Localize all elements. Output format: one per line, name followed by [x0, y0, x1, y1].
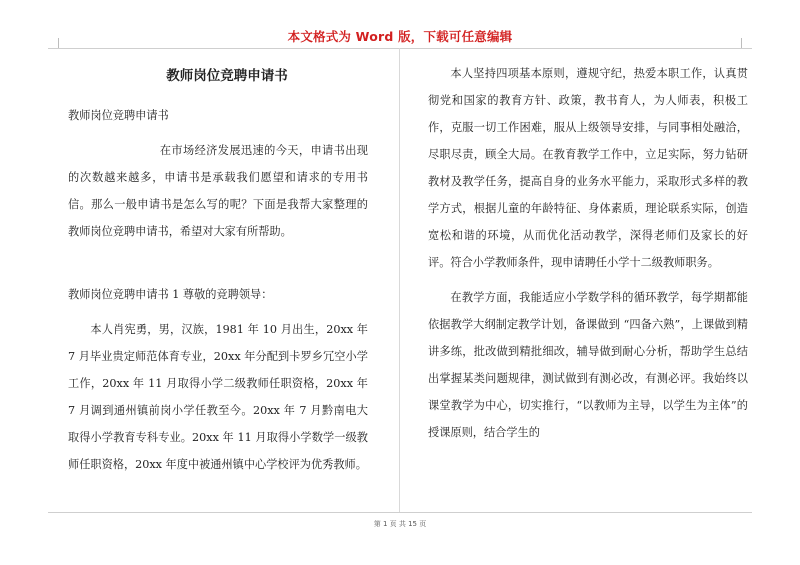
left-column: [68, 60, 368, 478]
principles-paragraph: 本人坚持四项基本原则，遵规守纪，热爱本职工作，认真贯彻党和国家的教育方针、政策，教书育人，为人师表，积极工作，克服一切工作困难，服从上级领导安排，与同事相处融洽，尽职尽责，顾全大局。在教育教学工作中，立足实际，努力钻研教材及教学任务，提高自身的业务水平能力，采取形式多样的教学方式，根据儿童的年龄特征、身体素质，理论联系实际，创造宽松和谐的环境，从而优化活动教学，深得老师们及家长的好评。符合小学教师条件，现申请聘任小学十二级教师职务。: [428, 67, 748, 269]
footer-rule: [48, 512, 752, 513]
word-format-banner: 本文格式为 Word 版，下载可任意编辑: [287, 29, 513, 44]
column-divider: [399, 48, 400, 512]
teaching-paragraph: 在教学方面，我能适应小学数学科的循环教学，每学期都能依据教学大纲制定教学计划，备课做到 “四备六熟”，上课做到精讲多练，批改做到精批细改，辅导做到耐心分析，帮助学生总结出掌握某类问题规律，测试做到有测必改，有测必评。我始终以课堂教学为中心，切实推行，“以教师为主导，以学生为主体”的授课原则，结合学生的: [428, 291, 748, 439]
intro-paragraph: 在市场经济发展迅速的今天，申请书出现的次数越来越多，申请书是承载我们愿望和请求的专用书信。那么一般申请书是怎么写的呢？下面是我帮大家整理的教师岗位竞聘申请书，希望对大家有所帮助。: [68, 144, 368, 238]
right-column: [428, 60, 748, 446]
salutation-line: 教师岗位竞聘申请书 1 尊敬的竞聘领导：: [68, 288, 273, 301]
header-rule: [48, 48, 752, 49]
document-title: 教师岗位竞聘申请书: [166, 68, 288, 84]
page-number: 第 1 页 共 15 页: [373, 520, 427, 528]
document-subtitle: 教师岗位竞聘申请书: [68, 109, 169, 122]
crop-mark-top-right: [741, 38, 752, 48]
crop-mark-top-left: [48, 38, 59, 48]
body-paragraph: 本人肖宪勇，男，汉族，1981 年 10 月出生，20xx 年 7 月毕业贵定师范体育专业，20xx 年分配到卡罗乡冗空小学工作，20xx 年 11 月取得小学二级教师任职资格，20xx 年 7 月调到通州镇前岗小学任教至今。20xx 年 7 月黔南电大取得小学教育专科专业。20xx 年 11 月取得小学数学一级教师任职资格，20xx 年度中被通州镇中心学校评为优秀教师。: [68, 323, 368, 471]
